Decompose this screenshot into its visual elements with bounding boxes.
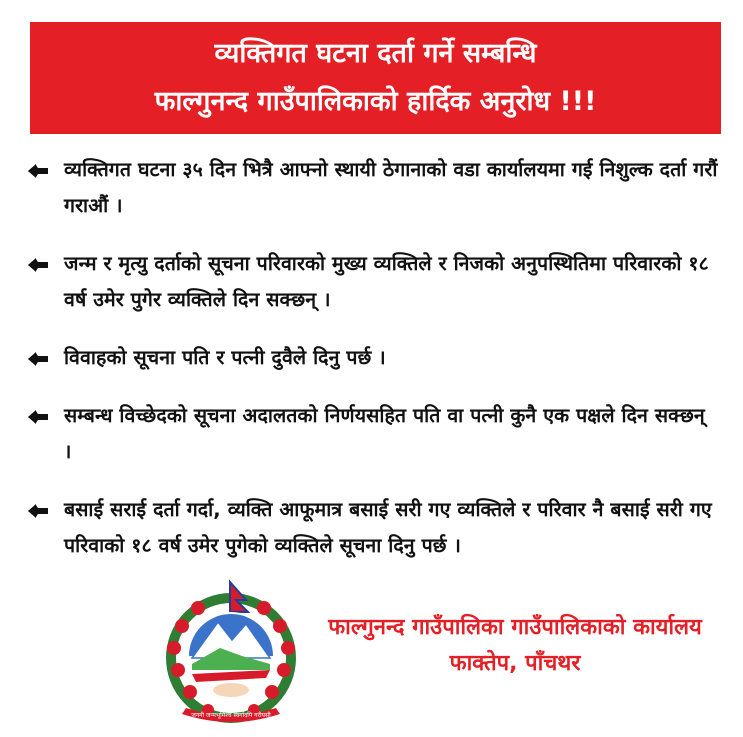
list-item bbox=[28, 398, 718, 470]
list-item bbox=[28, 340, 718, 376]
list-item-text: सम्बन्ध विच्छेदको सूचना अदालतको निर्णयसहित पति वा पत्नी कुनै एक पक्षले दिन सक्छन् । bbox=[64, 404, 705, 463]
diamond-arrow-icon bbox=[28, 351, 48, 367]
emblem-motto: जननी जन्मभूमिश्च स्वर्गादपि गरीयसी bbox=[191, 712, 271, 719]
list-item bbox=[28, 492, 718, 564]
list-item bbox=[28, 246, 718, 318]
diamond-arrow-icon bbox=[28, 503, 48, 519]
office-address bbox=[305, 610, 725, 682]
banner-title-line-1: व्यक्तिगत घटना दर्ता गर्ने सम्बन्धि bbox=[214, 38, 537, 69]
list-item-text: विवाहको सूचना पति र पत्नी दुवैले दिनु पर्छ । bbox=[64, 346, 386, 369]
list-item-text: जन्म र मृत्यु दर्ताको सूचना परिवारको मुख्य व्यक्तिले र निजको अनुपस्थितिमा परिवारको १८ वर्ष उमेर पुगेर व्यक्तिले दिन सक्छन् । bbox=[64, 252, 709, 311]
office-location: फाक्तेप, पाँचथर bbox=[449, 651, 581, 676]
list-item-text: व्यक्तिगत घटना ३५ दिन भित्रै आफ्नो स्थायी ठेगानाको वडा कार्यालयमा गई निशुल्क दर्ता गरौं गराऔं । bbox=[64, 158, 718, 217]
office-name: फाल्गुनन्द गाउँपालिका गाउँपालिकाको कार्यालय bbox=[328, 615, 702, 640]
notice-list bbox=[28, 152, 718, 586]
list-item-text: बसाई सराई दर्ता गर्दा, व्यक्ति आफूमात्र बसाई सरी गए व्यक्तिले र परिवार नै बसाई सरी गए परिवाको १८ वर्ष उमेर पुगेको व्यक्तिले सूचना दिनु पर्छ । bbox=[64, 498, 712, 557]
footer bbox=[0, 576, 743, 737]
diamond-arrow-icon bbox=[28, 409, 48, 425]
nepal-government-emblem-icon bbox=[160, 578, 302, 730]
diamond-arrow-icon bbox=[28, 257, 48, 273]
diamond-arrow-icon bbox=[28, 163, 48, 179]
banner-title-line-2: फाल्गुनन्द गाउँपालिकाको हार्दिक अनुरोध !!! bbox=[154, 86, 597, 117]
list-item bbox=[28, 152, 718, 224]
title-banner bbox=[30, 22, 721, 134]
